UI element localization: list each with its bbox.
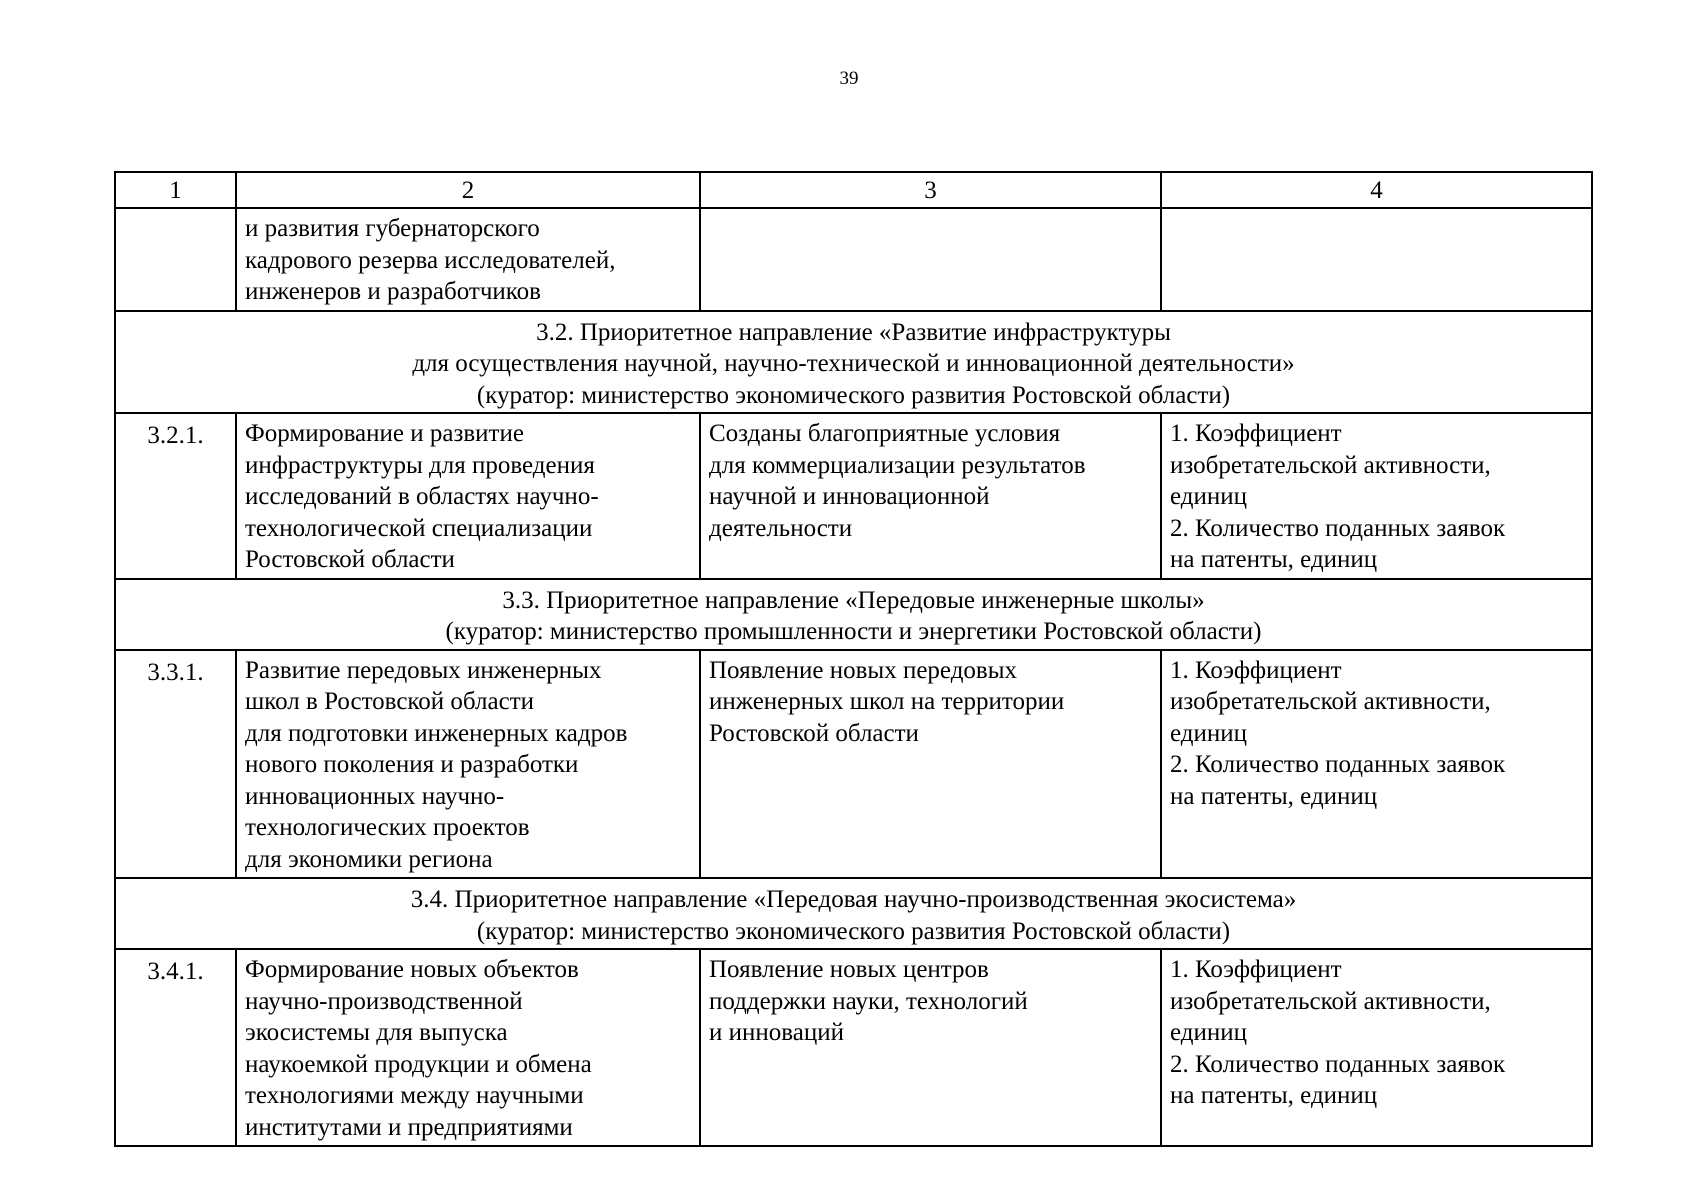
indicator-line: 2. Количество поданных заявок bbox=[1170, 514, 1506, 542]
indicator-cell bbox=[1161, 413, 1592, 579]
task-line: наукоемкой продукции и обмена bbox=[245, 1050, 592, 1078]
task-line: школ в Ростовской области bbox=[245, 688, 535, 715]
result-line: для коммерциализации результатов bbox=[709, 451, 1086, 479]
task-line: инфраструктуры для проведения bbox=[245, 451, 595, 479]
task-line: технологических проектов bbox=[245, 814, 530, 841]
section-title-line: (куратор: министерство экономического развития Ростовской области) bbox=[476, 917, 1231, 945]
task-line: институтами и предприятиями bbox=[245, 1113, 573, 1141]
result-line: научной и инновационной bbox=[709, 483, 990, 510]
indicator-line: 2. Количество поданных заявок bbox=[1170, 751, 1506, 778]
section-title-line: (куратор: министерство промышленности и энергетики Ростовской области) bbox=[445, 618, 1262, 645]
section-header-row bbox=[115, 579, 1592, 650]
section-title bbox=[115, 311, 1592, 414]
task-line: Ростовской области bbox=[245, 546, 455, 573]
indicator-cell bbox=[1161, 949, 1592, 1146]
table-row bbox=[115, 650, 1592, 879]
column-header-4: 4 bbox=[1161, 172, 1592, 208]
row-number-cell: 3.3.1. bbox=[115, 650, 236, 879]
result-line: Созданы благоприятные условия bbox=[709, 420, 1061, 447]
result-cell bbox=[700, 413, 1161, 579]
task-line: экосистемы для выпуска bbox=[245, 1019, 508, 1046]
indicator-line: единиц bbox=[1170, 719, 1248, 747]
task-line: исследований в областях научно- bbox=[245, 483, 599, 510]
result-line: Ростовской области bbox=[709, 719, 919, 747]
result-line: деятельности bbox=[709, 514, 853, 542]
indicator-line: изобретательской активности, bbox=[1170, 688, 1491, 715]
column-header-2: 2 bbox=[236, 172, 700, 208]
section-title-line: 3.4. Приоритетное направление «Передовая научно-производственная экосистема» bbox=[410, 886, 1297, 913]
task-line: технологиями между научными bbox=[245, 1082, 584, 1109]
result-line: поддержки науки, технологий bbox=[709, 987, 1028, 1015]
section-title bbox=[115, 579, 1592, 650]
task-line: кадрового резерва исследователей, bbox=[245, 246, 616, 274]
task-line: технологической специализации bbox=[245, 514, 593, 542]
table-row-continuation bbox=[115, 208, 1592, 311]
row-number-cell: 3.4.1. bbox=[115, 949, 236, 1146]
column-header-3: 3 bbox=[700, 172, 1161, 208]
indicator-line: 2. Количество поданных заявок bbox=[1170, 1050, 1506, 1078]
indicator-line: единиц bbox=[1170, 1019, 1248, 1046]
result-cell bbox=[700, 208, 1161, 311]
task-line: и развития губернаторского bbox=[245, 215, 540, 242]
column-number-header-row bbox=[115, 172, 1592, 208]
row-number-cell bbox=[115, 208, 236, 311]
task-cell bbox=[236, 949, 700, 1146]
indicator-line: единиц bbox=[1170, 483, 1248, 510]
indicator-line: изобретательской активности, bbox=[1170, 451, 1491, 479]
result-line: инженерных школ на территории bbox=[709, 688, 1065, 715]
section-title-line: 3.3. Приоритетное направление «Передовые инженерные школы» bbox=[502, 586, 1205, 614]
indicator-line: на патенты, единиц bbox=[1170, 546, 1378, 573]
row-number-cell: 3.2.1. bbox=[115, 413, 236, 579]
result-line: Появление новых передовых bbox=[709, 656, 1018, 684]
task-line: Формирование новых объектов bbox=[245, 956, 579, 983]
indicator-line: 1. Коэффициент bbox=[1170, 956, 1342, 983]
task-line: для экономики региона bbox=[245, 845, 493, 873]
task-cell bbox=[236, 650, 700, 879]
task-line: для подготовки инженерных кадров bbox=[245, 719, 628, 747]
program-table bbox=[114, 171, 1593, 1147]
result-cell bbox=[700, 949, 1161, 1146]
indicator-cell bbox=[1161, 650, 1592, 879]
task-line: Формирование и развитие bbox=[245, 420, 524, 447]
task-line: Развитие передовых инженерных bbox=[245, 656, 602, 684]
task-cell bbox=[236, 208, 700, 311]
result-line: и инноваций bbox=[709, 1019, 844, 1046]
indicator-line: на патенты, единиц bbox=[1170, 1082, 1378, 1109]
result-line: Появление новых центров bbox=[709, 956, 989, 983]
table-row bbox=[115, 949, 1592, 1146]
section-header-row bbox=[115, 311, 1592, 414]
page-number: 39 bbox=[839, 68, 859, 89]
task-line: нового поколения и разработки bbox=[245, 751, 579, 778]
section-title-line: (куратор: министерство экономического развития Ростовской области) bbox=[476, 381, 1231, 409]
task-line: инновационных научно- bbox=[245, 782, 505, 810]
section-title bbox=[115, 878, 1592, 949]
task-cell bbox=[236, 413, 700, 579]
indicator-cell bbox=[1161, 208, 1592, 311]
indicator-line: 1. Коэффициент bbox=[1170, 420, 1342, 447]
section-title-line: 3.2. Приоритетное направление «Развитие инфраструктуры bbox=[536, 318, 1171, 346]
column-header-1: 1 bbox=[115, 172, 236, 208]
section-title-line: для осуществления научной, научно-технической и инновационной деятельности» bbox=[412, 350, 1295, 377]
task-line: инженеров и разработчиков bbox=[245, 278, 541, 305]
indicator-line: 1. Коэффициент bbox=[1170, 656, 1342, 684]
section-header-row bbox=[115, 878, 1592, 949]
indicator-line: изобретательской активности, bbox=[1170, 987, 1491, 1015]
result-cell bbox=[700, 650, 1161, 879]
table-row bbox=[115, 413, 1592, 579]
task-line: научно-производственной bbox=[245, 987, 523, 1015]
indicator-line: на патенты, единиц bbox=[1170, 782, 1378, 810]
